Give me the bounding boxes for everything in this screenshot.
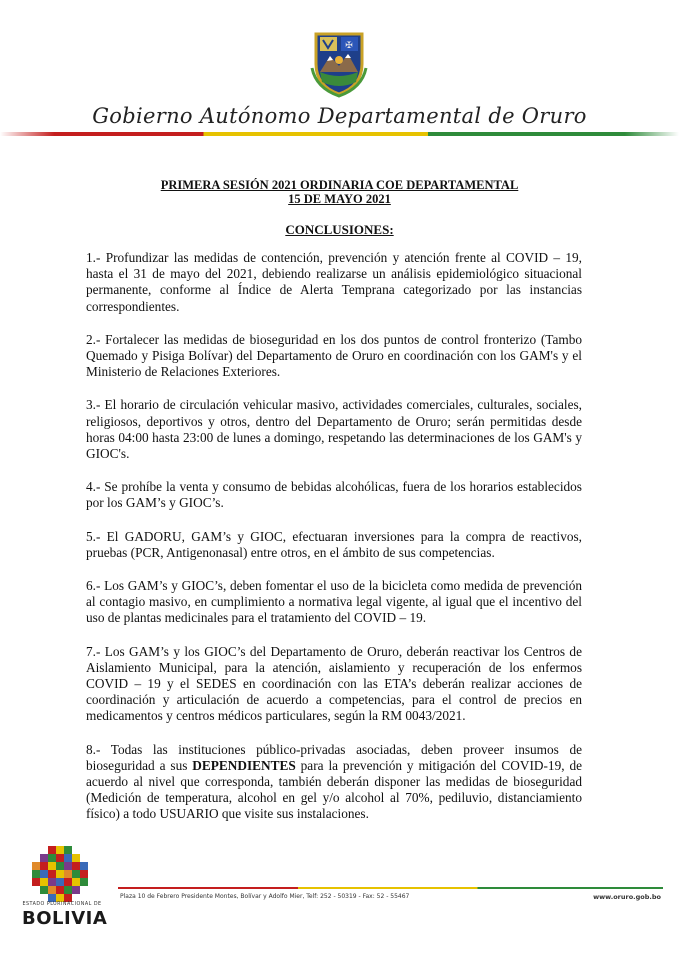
country-name: BOLIVIA [22,908,108,929]
conclusion-item [86,742,582,823]
conclusion-item: 3.- El horario de circulación vehicular masivo, actividades comerciales, culturales, sociales, religiosos, deportivos y otros, dentro del Departamento de Oruro; serán permitidas desde horas 04:00 hasta 23:00 de lunes a domingo, respetando las determinaciones de los GAM's y GIOC's. [86,397,582,462]
item8-emphasis: DEPENDIENTES [192,757,296,773]
title-line-1: PRIMERA SESIÓN 2021 ORDINARIA COE DEPARTAMENTAL [160,178,519,192]
conclusion-item: 6.- Los GAM’s y GIOC’s, deben fomentar el uso de la bicicleta como medida de prevención al contagio masivo, en cumplimiento a normativa legal vigente, al igual que el incentivo del uso de plantas medicinales para el tratamiento del COVID – 19. [86,578,582,626]
item8-text-end: para la prevención y mitigación del COVID-19, de acuerdo al nivel que corresponda, también deberán disponer las medidas de bioseguridad (Medición de temperatura, alcohol en gel y/o alcohol al 70%, pediluvio, distanciamiento físico) a todo USUARIO que visite sus instalaciones. [86,757,582,822]
footer-address: Plaza 10 de Febrero Presidente Montes, Bolívar y Adolfo Mier, Telf: 252 - 50319 - Fax: 52 - 55467 [120,893,410,900]
chakana-mosaic-icon [32,846,88,902]
conclusions-heading: CONCLUSIONES: [285,222,394,237]
coat-of-arms-icon [308,28,370,98]
svg-text:✠: ✠ [345,41,353,51]
footer-tricolor-rule [118,887,663,889]
document-title [0,178,679,206]
conclusion-item: 7.- Los GAM’s y los GIOC’s del Departamento de Oruro, deberán reactivar los Centros de Aislamiento Municipal, para la atención, aislamiento y recuperación de los enfermos COVID – 19 y el SEDES en coordinación con las ETA’s deberán realizar acciones de coordinación y articulación de acuerdo a competencias, para el control de precios en medicamentos y centros médicos particulares, según la RM 0043/2021. [86,643,582,724]
institution-name: Gobierno Autónomo Departamental de Oruro [92,104,587,128]
item8-text-start: 8.- Todas las instituciones público-privadas asociadas, deben proveer insumos de bioseguridad a sus [86,741,582,773]
header-tricolor-rule [0,132,679,136]
estado-label: ESTADO PLURINACIONAL DE [22,902,102,907]
conclusions-list [86,250,582,823]
bolivia-logo [22,842,108,938]
conclusion-item: 2.- Fortalecer las medidas de bioseguridad en los dos puntos de control fronterizo (Tambo Quemado y Pisiga Bolívar) del Departamento de Oruro en coordinación con los GAM's y el Ministerio de Relaciones Exteriores. [86,331,582,380]
footer-website: www.oruro.gob.bo [593,893,661,901]
conclusion-item: 5.- El GADORU, GAM’s y GIOC, efectuaran inversiones para la compra de reactivos, pruebas (PCR, Antigenonasal) entre otros, en el ámbito de sus competencias. [86,528,582,560]
conclusion-item: 4.- Se prohíbe la venta y consumo de bebidas alcohólicas, fuera de los horarios establecidos por los GAM’s y GIOC’s. [86,479,582,511]
conclusion-item: 1.- Profundizar las medidas de contención, prevención y atención frente al COVID – 19, hasta el 31 de mayo del 2021, debiendo realizarse un análisis epidemiológico situacional permanente, conforme al Índice de Alerta Temprana categorizado por las instancias correspondientes. [86,250,582,314]
title-date: 15 DE MAYO 2021 [288,192,391,206]
